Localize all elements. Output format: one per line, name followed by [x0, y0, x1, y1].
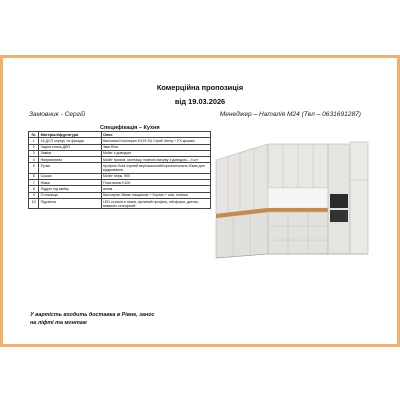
backsplash	[268, 188, 328, 208]
spec-cell-description: Пластикові h100	[101, 180, 210, 186]
spec-cell-description: Muller з доводом	[101, 150, 210, 156]
col-material-header: Матеріал/фурнітура	[39, 132, 101, 138]
spec-cell-material: Ручки	[39, 163, 101, 173]
spec-cell-material: Сушка	[39, 173, 101, 179]
spec-cell-material: Підсвітка	[39, 198, 101, 208]
spec-cell-number: 5	[29, 163, 39, 173]
spec-cell-material: 16 ДСП корпус та фасади	[39, 138, 101, 144]
spec-cell-material: Задня стінка ДВП	[39, 144, 101, 150]
spec-row	[29, 198, 211, 208]
spec-cell-number: 8	[29, 186, 39, 192]
spec-cell-description: алюм.	[101, 186, 210, 192]
left-lower-cabinets	[216, 212, 268, 258]
col-description-header: Опис	[101, 132, 210, 138]
spec-cell-material: Стільниця	[39, 192, 101, 198]
delivery-note-line-1: У вартість входить доставка в Рівне, занос	[30, 312, 155, 318]
document-date: від 19.03.2026	[174, 97, 226, 106]
spec-cell-number: 2	[29, 144, 39, 150]
spec-cell-number: 1	[29, 138, 39, 144]
spec-cell-description: 3мм біла	[101, 144, 210, 150]
spec-table	[28, 131, 211, 209]
col-number-header: №	[29, 132, 39, 138]
spec-cell-description: Кастомяк Kronospan K319 SU Сірий Чиліц + FX-кромка	[101, 138, 210, 144]
microwave-appliance	[330, 210, 348, 222]
spec-cell-material: Піддон під мийку	[39, 186, 101, 192]
oven-appliance	[330, 194, 348, 208]
fridge-column	[350, 142, 368, 254]
spec-table-body	[29, 138, 211, 209]
spec-cell-description: Кастопран 38мм товщиною + бортик + сінк, планка	[101, 192, 210, 198]
spec-cell-material: Завіси	[39, 150, 101, 156]
spec-cell-number: 6	[29, 173, 39, 179]
delivery-note-line-2: на ліфті та монтаж	[30, 320, 87, 326]
spec-cell-number: 10	[29, 198, 39, 208]
kitchen-render	[198, 140, 372, 262]
back-lower-cabinets	[268, 212, 328, 254]
spec-cell-description: Muller прихов. монтажу, повного висуву з доводом – 4 шт	[101, 157, 210, 163]
spec-title: Специфікація – Кухня	[100, 125, 160, 131]
manager-label: Менеджер – Наталія M24 (Тел – 0631691287)	[219, 111, 361, 118]
spec-cell-description: профіль Gola чорний вертикальний/горизонтальна 20мм для відкривання	[101, 163, 210, 173]
spec-cell-description: LED-стрічка в ніших, врізаний профіль, ейлформ, датчик, вимикач сенсорний	[101, 198, 210, 208]
document-title: Комерційна пропозиція	[156, 83, 244, 92]
spec-cell-material: Напрявляючі	[39, 157, 101, 163]
spec-cell-number: 9	[29, 192, 39, 198]
delivery-note	[30, 311, 170, 327]
customer-label: Замовник - Сергій	[29, 111, 86, 118]
spec-cell-number: 3	[29, 150, 39, 156]
spec-cell-description: Muller нерж. 900	[101, 173, 210, 179]
spec-cell-number: 4	[29, 157, 39, 163]
spec-cell-number: 7	[29, 180, 39, 186]
spec-cell-material: Ніжки	[39, 180, 101, 186]
spec-row	[29, 163, 211, 173]
left-upper-cabinets	[216, 144, 268, 214]
